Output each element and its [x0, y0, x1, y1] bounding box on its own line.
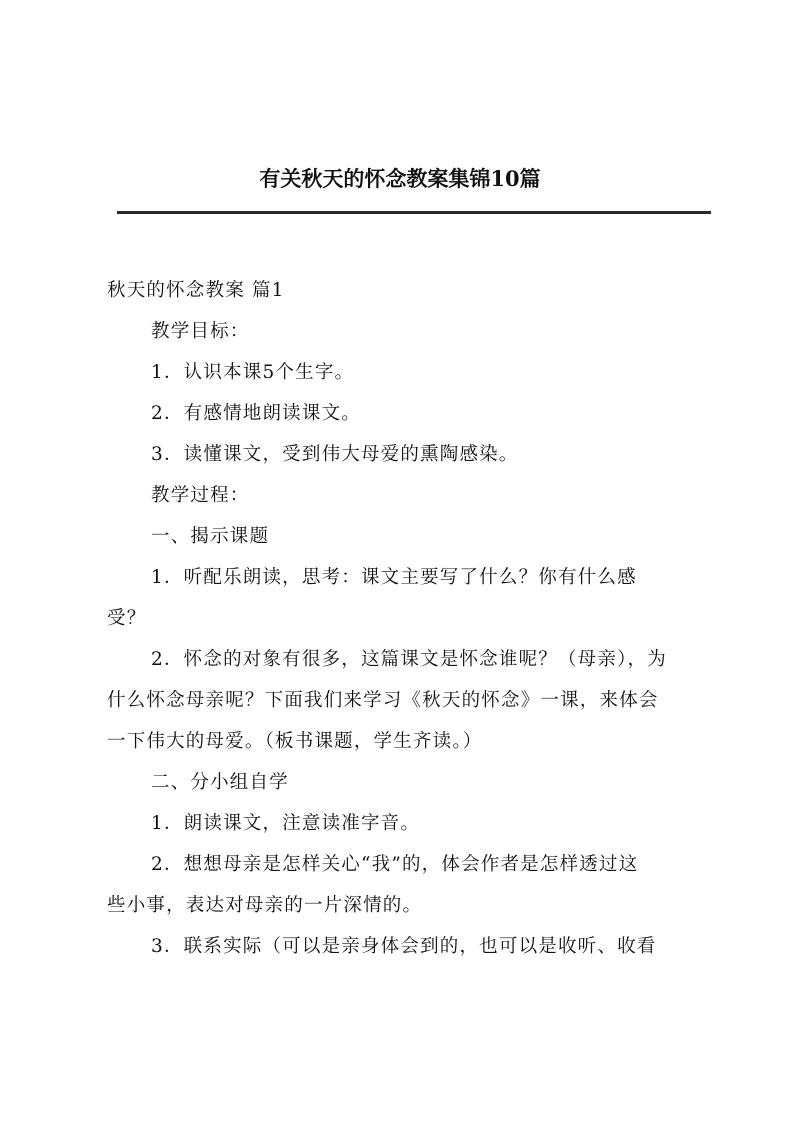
title-divider	[117, 211, 711, 214]
section-heading: 秋天的怀念教案 篇1	[107, 280, 285, 301]
paragraph-line: 些小事，表达对母亲的一片深情的。	[107, 895, 423, 916]
paragraph-line: 3．读懂课文，受到伟大母爱的熏陶感染。	[151, 444, 519, 465]
paragraph-line: 什么怀念母亲呢？下面我们来学习《秋天的怀念》一课，来体会	[107, 690, 659, 711]
paragraph-line: 一下伟大的母爱。（板书课题，学生齐读。）	[107, 731, 483, 752]
paragraph-line: 二、分小组自学	[151, 772, 289, 793]
document-title: 有关秋天的怀念教案集锦10篇	[259, 166, 541, 191]
paragraph-line: 一、揭示课题	[151, 526, 270, 547]
paragraph-line: 教学过程：	[151, 485, 250, 506]
document-body	[107, 270, 707, 967]
paragraph-line: 1．朗读课文，注意读准字音。	[151, 813, 421, 834]
paragraph-line: 1．听配乐朗读，思考：课文主要写了什么？你有什么感	[151, 567, 637, 588]
paragraph-line: 1．认识本课5个生字。	[151, 362, 355, 383]
paragraph-line: 2．想想母亲是怎样关心“我”的，体会作者是怎样透过这	[151, 854, 639, 875]
paragraph-line: 2．怀念的对象有很多，这篇课文是怀念谁呢？（母亲），为	[151, 649, 667, 670]
paragraph-line: 3．联系实际（可以是亲身体会到的，也可以是收听、收看	[151, 936, 657, 957]
paragraph-line: 2．有感情地朗读课文。	[151, 403, 361, 424]
paragraph-line: 受？	[107, 608, 147, 629]
paragraph-line: 教学目标：	[151, 321, 250, 342]
